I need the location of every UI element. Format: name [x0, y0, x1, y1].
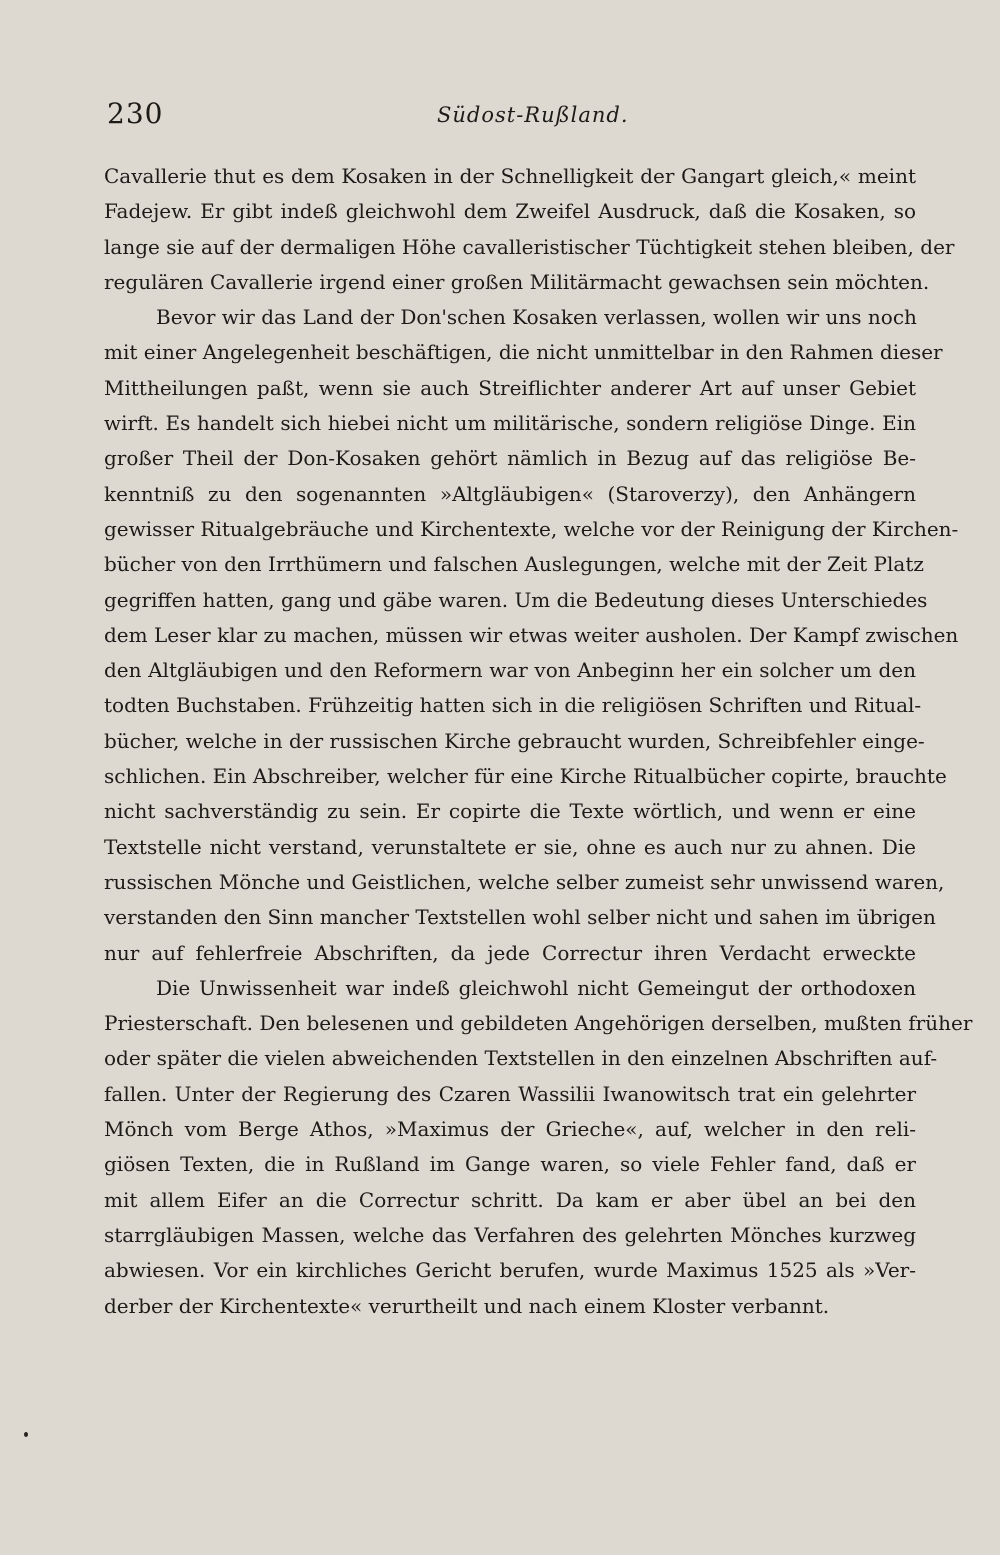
- text-line: fallen. Unter der Regierung des Czaren Wassilii Iwanowitsch trat ein gelehrter: [104, 1081, 916, 1106]
- text-line: abwiesen. Vor ein kirchliches Gericht berufen, wurde Maximus 1525 als »Ver-: [104, 1258, 916, 1283]
- text-line: todten Buchstaben. Frühzeitig hatten sich in die religiösen Schriften und Ritual-: [104, 693, 922, 718]
- text-line: derber der Kirchentexte« verurtheilt und nach einem Kloster verbannt.: [104, 1293, 830, 1318]
- text-line: oder später die vielen abweichenden Textstellen in den einzelnen Abschriften auf-: [104, 1046, 938, 1071]
- text-line: lange sie auf der dermaligen Höhe cavalleristischer Tüchtigkeit stehen bleiben, der: [104, 234, 955, 259]
- text-line: kenntniß zu den sogenannten »Altgläubigen« (Staroverzy), den Anhängern: [104, 481, 916, 506]
- text-line: starrgläubigen Massen, welche das Verfahren des gelehrten Mönches kurzweg: [104, 1222, 916, 1247]
- text-line: Priesterschaft. Den belesenen und gebildeten Angehörigen derselben, mußten früher: [104, 1011, 973, 1036]
- text-line: regulären Cavallerie irgend einer großen Militärmacht gewachsen sein möchten.: [104, 269, 930, 294]
- running-title: Südost-Rußland.: [437, 103, 629, 127]
- text-line: wirft. Es handelt sich hiebei nicht um militärische, sondern religiöse Dinge. Ein: [104, 411, 916, 436]
- text-line: Die Unwissenheit war indeß gleichwohl nicht Gemeingut der orthodoxen: [156, 975, 916, 1000]
- body-text: [104, 159, 973, 1324]
- text-line: Bevor wir das Land der Don'schen Kosaken verlassen, wollen wir uns noch: [156, 305, 917, 330]
- text-line: Fadejew. Er gibt indeß gleichwohl dem Zweifel Ausdruck, daß die Kosaken, so: [104, 199, 916, 224]
- text-line: nicht sachverständig zu sein. Er copirte die Texte wörtlich, und wenn er eine: [104, 799, 916, 824]
- text-line: bücher, welche in der russischen Kirche gebraucht wurden, Schreibfehler einge-: [104, 728, 925, 753]
- text-line: schlichen. Ein Abschreiber, welcher für eine Kirche Ritualbücher copirte, brauchte: [104, 764, 947, 789]
- text-line: verstanden den Sinn mancher Textstellen wohl selber nicht und sahen im übrigen: [104, 905, 936, 930]
- page-number: 230: [107, 97, 164, 130]
- text-line: Textstelle nicht verstand, verunstaltete er sie, ohne es auch nur zu ahnen. Die: [104, 834, 916, 859]
- text-line: mit allem Eifer an die Correctur schritt. Da kam er aber übel an bei den: [104, 1187, 916, 1212]
- text-line: dem Leser klar zu machen, müssen wir etwas weiter ausholen. Der Kampf zwischen: [104, 622, 959, 647]
- text-line: gegriffen hatten, gang und gäbe waren. Um die Bedeutung dieses Unterschiedes: [104, 587, 928, 612]
- page-header: [107, 96, 910, 132]
- text-line: Cavallerie thut es dem Kosaken in der Schnelligkeit der Gangart gleich,« meint: [104, 164, 916, 188]
- text-line: Mittheilungen paßt, wenn sie auch Streiflichter anderer Art auf unser Gebiet: [104, 375, 916, 400]
- ink-speck: [24, 1432, 28, 1437]
- text-line: mit einer Angelegenheit beschäftigen, die nicht unmittelbar in den Rahmen dieser: [104, 340, 943, 365]
- text-line: gewisser Ritualgebräuche und Kirchentexte, welche vor der Reinigung der Kirchen-: [104, 516, 959, 541]
- text-line: Mönch vom Berge Athos, »Maximus der Grieche«, auf, welcher in den reli-: [104, 1117, 916, 1142]
- text-line: den Altgläubigen und den Reformern war von Anbeginn her ein solcher um den: [104, 658, 916, 683]
- text-line: nur auf fehlerfreie Abschriften, da jede Correctur ihren Verdacht erweckte: [104, 940, 916, 965]
- text-line: großer Theil der Don-Kosaken gehört nämlich in Bezug auf das religiöse Be-: [104, 446, 916, 471]
- text-line: giösen Texten, die in Rußland im Gange waren, so viele Fehler fand, daß er: [104, 1152, 916, 1177]
- text-line: bücher von den Irrthümern und falschen Auslegungen, welche mit der Zeit Platz: [104, 552, 924, 577]
- text-line: russischen Mönche und Geistlichen, welche selber zumeist sehr unwissend waren,: [104, 869, 945, 894]
